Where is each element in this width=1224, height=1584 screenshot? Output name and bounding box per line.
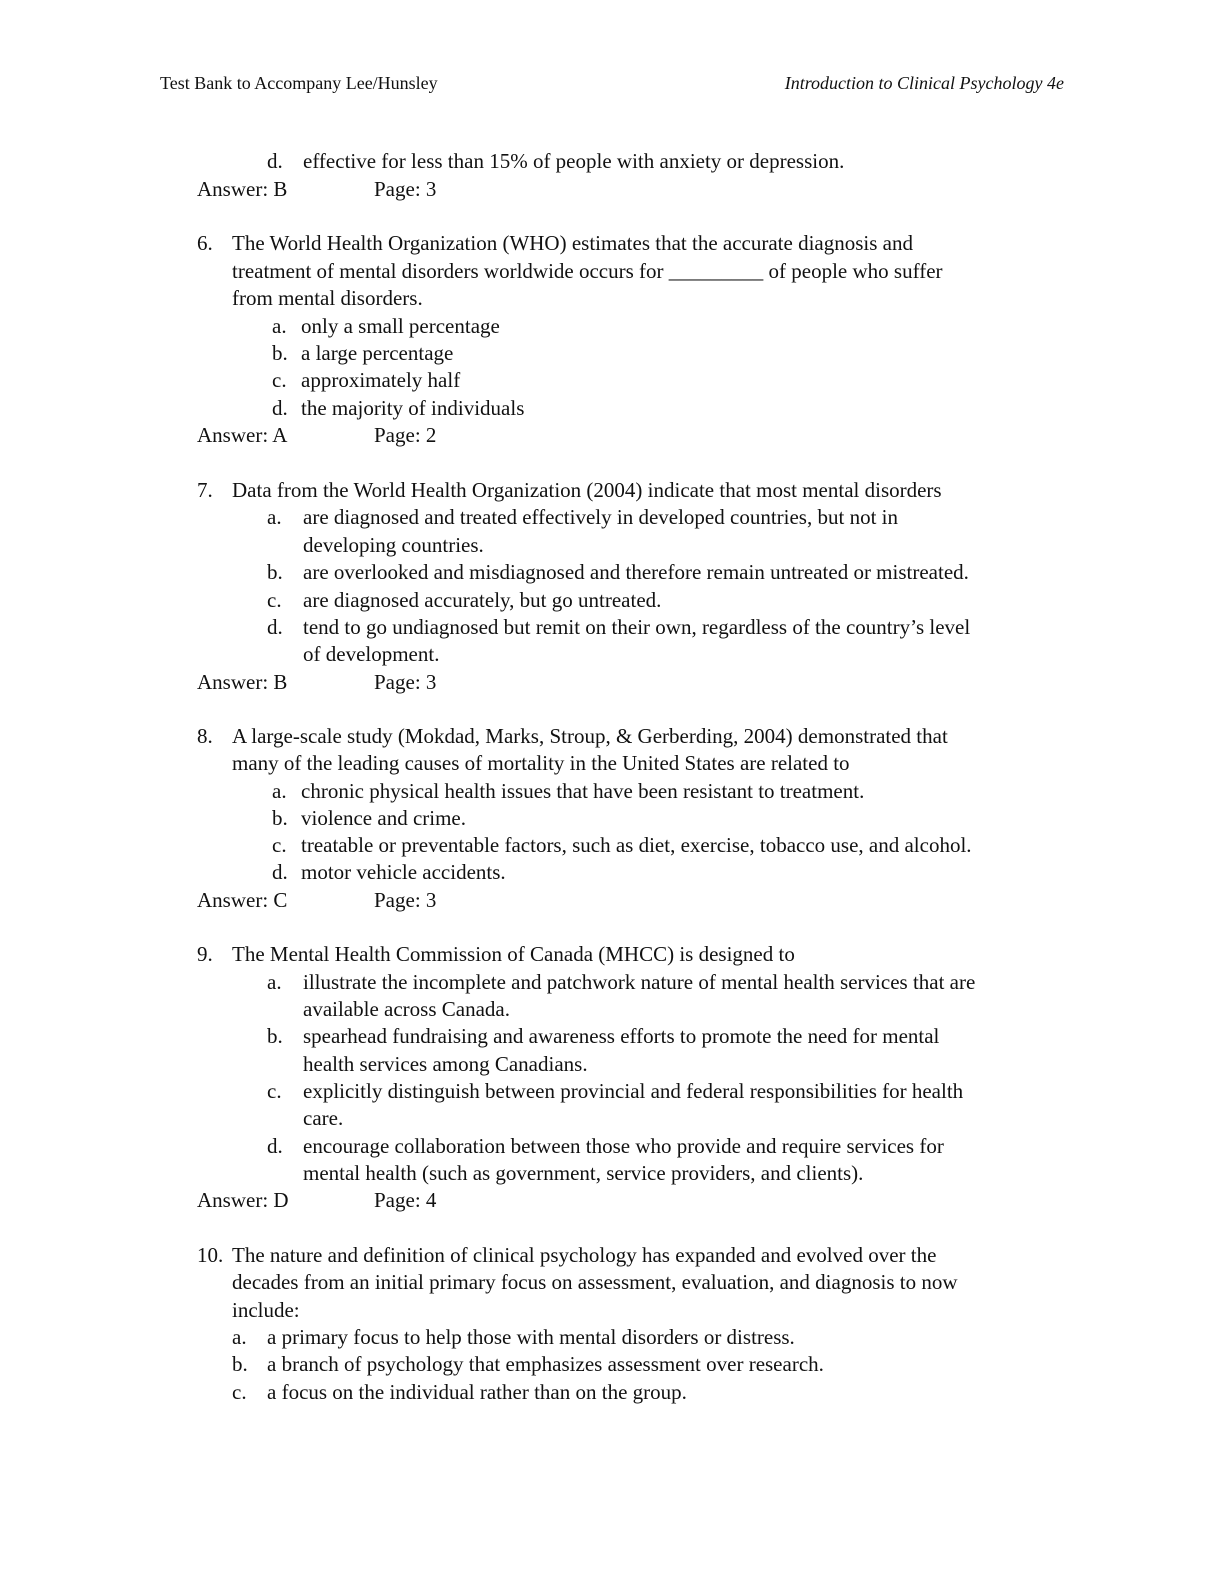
option-letter: c. (272, 368, 287, 392)
option-text: a primary focus to help those with mental disorders or distress. (267, 1325, 795, 1349)
question-stem-line: treatment of mental disorders worldwide occurs for _________ of people who suffer (232, 259, 943, 283)
header-left: Test Bank to Accompany Lee/Hunsley (160, 73, 438, 93)
option-text: are diagnosed accurately, but go untreated. (303, 588, 662, 612)
answer-label: Answer: C (197, 888, 288, 912)
option-text: chronic physical health issues that have been resistant to treatment. (301, 779, 865, 803)
page-ref: Page: 4 (374, 1188, 437, 1212)
page-ref: Page: 2 (374, 423, 437, 447)
option-letter: a. (272, 314, 287, 338)
answer-label: Answer: B (197, 670, 288, 694)
option-letter: c. (272, 833, 287, 857)
option-text: of development. (303, 642, 440, 666)
option-letter: c. (267, 588, 282, 612)
option-text: a branch of psychology that emphasizes assessment over research. (267, 1352, 824, 1376)
option-letter: d. (272, 860, 288, 884)
page-header (160, 70, 1064, 96)
answer-line (197, 1187, 437, 1214)
option-text: motor vehicle accidents. (301, 860, 506, 884)
option-text: spearhead fundraising and awareness efforts to promote the need for mental (303, 1024, 940, 1048)
question-stem-line: Data from the World Health Organization (2004) indicate that most mental disorders (232, 478, 942, 502)
option-letter: c. (267, 1079, 282, 1103)
option-text: approximately half (301, 368, 461, 392)
option-text: violence and crime. (301, 806, 467, 830)
question-number: 10. (197, 1243, 224, 1267)
answer-line (197, 176, 437, 203)
option-letter: d. (267, 615, 283, 639)
page-ref: Page: 3 (374, 888, 437, 912)
option-text: a large percentage (301, 341, 454, 365)
option-letter: c. (232, 1380, 247, 1404)
question-number: 7. (197, 478, 213, 502)
question-stem-line: The World Health Organization (WHO) estimates that the accurate diagnosis and (232, 231, 913, 255)
header-right: Introduction to Clinical Psychology 4e (784, 73, 1064, 93)
option-letter: d. (267, 1134, 283, 1158)
page-ref: Page: 3 (374, 177, 437, 201)
option-text: only a small percentage (301, 314, 500, 338)
option-text: health services among Canadians. (303, 1052, 588, 1076)
option-text: treatable or preventable factors, such as diet, exercise, tobacco use, and alcohol. (301, 833, 972, 857)
option-text: tend to go undiagnosed but remit on their own, regardless of the country’s level (303, 615, 971, 639)
option-text: the majority of individuals (301, 396, 525, 420)
option-text: explicitly distinguish between provincial and federal responsibilities for health (303, 1079, 964, 1103)
question-stem-line: The Mental Health Commission of Canada (MHCC) is designed to (232, 942, 795, 966)
option-letter: b. (272, 341, 288, 365)
question-stem-line: include: (232, 1298, 300, 1322)
answer-line (197, 887, 437, 914)
option-letter: a. (272, 779, 287, 803)
option-letter: a. (267, 505, 282, 529)
option-text: effective for less than 15% of people with anxiety or depression. (303, 149, 845, 173)
option-letter: b. (272, 806, 288, 830)
option-letter: d. (267, 149, 283, 173)
option-text: available across Canada. (303, 997, 510, 1021)
option-text: a focus on the individual rather than on the group. (267, 1380, 687, 1404)
question-stem-line: from mental disorders. (232, 286, 423, 310)
question-stem-line: many of the leading causes of mortality in the United States are related to (232, 751, 850, 775)
option-text: are overlooked and misdiagnosed and therefore remain untreated or mistreated. (303, 560, 969, 584)
option-letter: b. (267, 560, 283, 584)
answer-line (197, 422, 437, 449)
question-stem-line: decades from an initial primary focus on assessment, evaluation, and diagnosis to now (232, 1270, 958, 1294)
answer-line (197, 669, 437, 696)
option-letter: a. (267, 970, 282, 994)
question-stem-line: The nature and definition of clinical psychology has expanded and evolved over the (232, 1243, 937, 1267)
option-text: encourage collaboration between those who provide and require services for (303, 1134, 944, 1158)
option-letter: b. (232, 1352, 248, 1376)
answer-label: Answer: B (197, 177, 288, 201)
question-number: 6. (197, 231, 213, 255)
option-text: developing countries. (303, 533, 484, 557)
option-letter: d. (272, 396, 288, 420)
question-number: 8. (197, 724, 213, 748)
page-ref: Page: 3 (374, 670, 437, 694)
option-letter: b. (267, 1024, 283, 1048)
question-number: 9. (197, 942, 213, 966)
option-text: illustrate the incomplete and patchwork nature of mental health services that are (303, 970, 976, 994)
option-letter: a. (232, 1325, 247, 1349)
option-text: are diagnosed and treated effectively in developed countries, but not in (303, 505, 898, 529)
answer-label: Answer: D (197, 1188, 289, 1212)
option-text: mental health (such as government, service providers, and clients). (303, 1161, 864, 1185)
option-text: care. (303, 1106, 344, 1130)
answer-label: Answer: A (197, 423, 288, 447)
question-stem-line: A large-scale study (Mokdad, Marks, Stroup, & Gerberding, 2004) demonstrated that (232, 724, 948, 748)
